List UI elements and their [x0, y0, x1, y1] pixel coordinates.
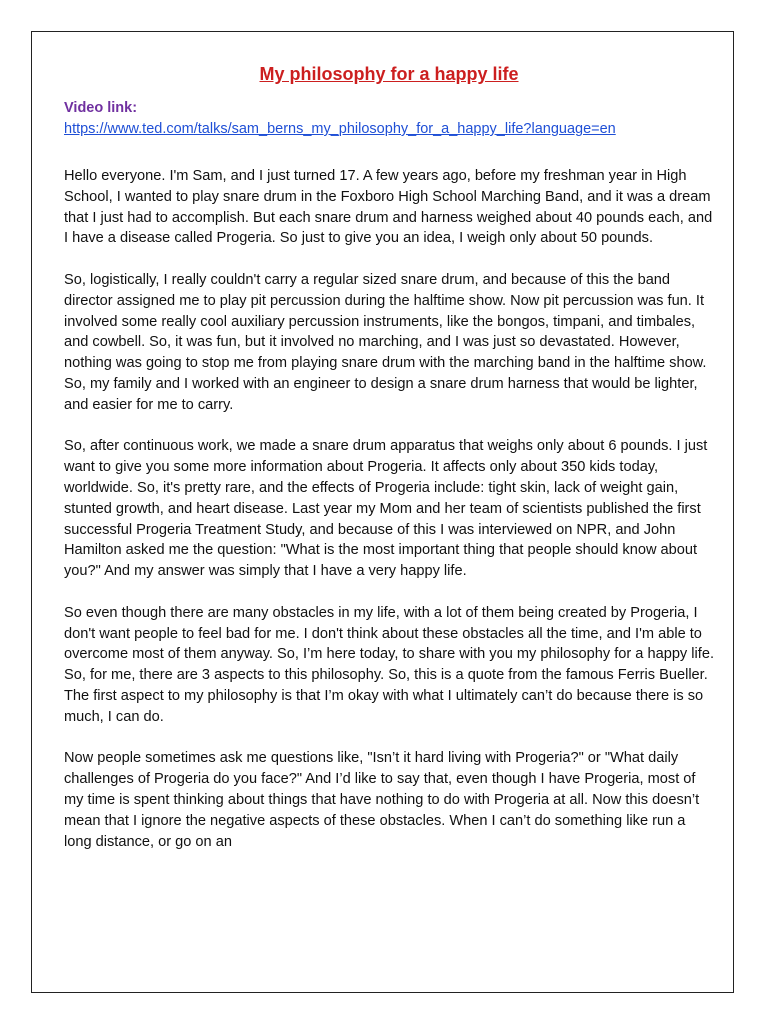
paragraph: So even though there are many obstacles in my life, with a lot of them being created by Progeria, I don't want people to feel bad for me. I don't think about these obstacles all the time, and I'm able to overcome most of them anyway. So, I’m here today, to share with you my philosophy for a happy life. So, for me, there are 3 aspects to this philosophy. So, this is a quote from the famous Ferris Bueller. The first aspect to my philosophy is that I’m okay with what I ultimately can’t do because there is so much, I can do. [64, 604, 714, 725]
paragraph: So, after continuous work, we made a snare drum apparatus that weighs only about 6 pounds. I just want to give you some more information about Progeria. It affects only about 350 kids today, worldwide. So, it's pretty rare, and the effects of Progeria include: tight skin, lack of weight gain, stunted growth, and heart disease. Last year my Mom and her team of scientists published the first successful Progeria Treatment Study, and because of this I was interviewed on NPR, and John Hamilton asked me the question: "What is the most important thing that people should know about you?" And my answer was simply that I have a very happy life. [64, 438, 708, 580]
video-link-label: Video link: [64, 100, 138, 116]
paragraph: So, logistically, I really couldn't carry a regular sized snare drum, and because of this the band director assigned me to play pit percussion during the halftime show. Now pit percussion was fun. It involved some really cool auxiliary percussion instruments, like the bongos, timpani, and timbales, and cowbell. So, it was fun, but it involved no marching, and I was just so devastated. However, nothing was going to stop me from playing snare drum with the marching band in the halftime show. So, my family and I worked with an engineer to design a snare drum harness that would be lighter, and easier for me to carry. [64, 271, 707, 413]
document-body [64, 62, 714, 873]
paragraph: Hello everyone. I'm Sam, and I just turned 17. A few years ago, before my freshman year in High School, I wanted to play snare drum in the Foxboro High School Marching Band, and it was a dream that I just had to accomplish. But each snare drum and harness weighed about 40 pounds each, and I have a disease called Progeria. So just to give you an idea, I weigh only about 50 pounds. [64, 168, 713, 247]
document-title: My philosophy for a happy life [259, 64, 519, 84]
video-link[interactable]: https://www.ted.com/talks/sam_berns_my_philosophy_for_a_happy_life?language=en [64, 121, 616, 137]
paragraph: Now people sometimes ask me questions like, "Isn’t it hard living with Progeria?" or "What daily challenges of Progeria do you face?" And I’d like to say that, even though I have Progeria, most of my time is spent thinking about things that have nothing to do with Progeria at all. Now this doesn’t mean that I ignore the negative aspects of these obstacles. When I can’t do something like run a long distance, or go on an [64, 750, 700, 850]
